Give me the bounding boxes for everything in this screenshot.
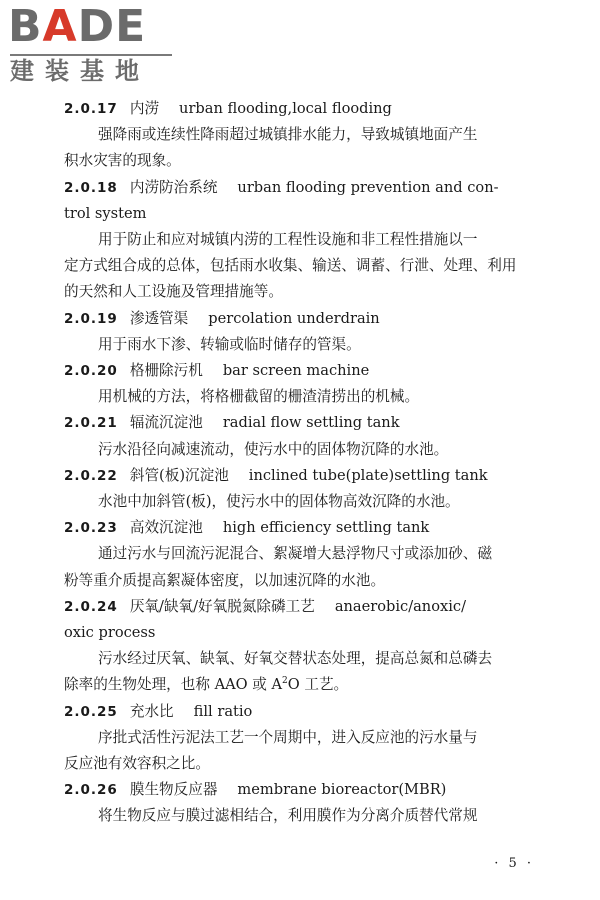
logo-letters-de: DE [77, 1, 147, 52]
entry-cn-term: 充水比 [129, 702, 174, 720]
entry-number: 2.0.17 [64, 101, 118, 117]
entry-cn-term: 格栅除污机 [129, 362, 203, 380]
entry-heading [64, 306, 548, 332]
entry-definition: 积水灾害的现象。 [64, 152, 181, 170]
entry-definition: 定方式组合成的总体，包括雨水收集、输送、调蓄、行泄、处理、利用 [64, 257, 517, 275]
entry-definition: 序批式活性污泥法工艺一个周期中，进入反应池的污水量与 [98, 728, 478, 746]
entry-heading [64, 515, 548, 541]
entry-en-term: urban flooding,local flooding [179, 100, 392, 117]
entry-definition: 通过污水与回流污泥混合、絮凝增大悬浮物尺寸或添加砂、磁 [98, 545, 493, 563]
document-body [64, 96, 548, 830]
entry-en-term: high efficiency settling tank [222, 519, 430, 537]
entry-heading [64, 175, 548, 201]
entry-en-term: percolation underdrain [208, 309, 380, 327]
entry-definition: 用机械的方法，将格栅截留的栅渣清捞出的机械。 [98, 388, 420, 406]
entry-definition: 污水经过厌氧、缺氧、好氧交替状态处理，提高总氮和总磷去 [98, 650, 493, 668]
entry-cn-term: 膜生物反应器 [129, 781, 218, 799]
entry-heading [64, 463, 548, 489]
definition-text: 除率的生物处理，也称 AAO 或 A [64, 676, 283, 694]
entry-en-term: inclined tube(plate)settling tank [248, 466, 488, 484]
entry-definition: 将生物反应与膜过滤相结合，利用膜作为分离介质替代常规 [98, 807, 478, 825]
logo-letter-b: B [8, 1, 43, 52]
entry-cn-term: 高效沉淀池 [129, 519, 203, 537]
entry-cn-term: 辐流沉淀池 [129, 414, 203, 432]
page-number: · 5 · [494, 856, 534, 871]
logo-latin-text [8, 1, 147, 52]
entry-number: 2.0.26 [64, 782, 118, 799]
entry-en-term-continued: oxic process [64, 624, 156, 642]
entry-definition: 水池中加斜管(板)，使污水中的固体物高效沉降的水池。 [98, 493, 460, 511]
entry-definition: 用于防止和应对城镇内涝的工程性设施和非工程性措施以一 [98, 231, 478, 249]
entry-definition: 用于雨水下渗、转输或临时储存的管渠。 [98, 335, 361, 353]
entry-definition: 粉等重介质提高絮凝体密度，以加速沉降的水池。 [64, 571, 386, 589]
entry-heading [64, 699, 548, 725]
entry-cn-term: 厌氧/缺氧/好氧脱氮除磷工艺 [129, 597, 315, 615]
entry-number: 2.0.20 [64, 363, 118, 380]
entry-cn-term: 斜管(板)沉淀池 [129, 466, 229, 484]
entry-definition: 的天然和人工设施及管理措施等。 [64, 283, 283, 301]
definition-text: O 工艺。 [287, 676, 349, 694]
entry-definition: 强降雨或连续性降雨超过城镇排水能力，导致城镇地面产生 [98, 126, 478, 144]
entry-number: 2.0.22 [64, 467, 118, 484]
entry-definition [64, 672, 548, 698]
entry-heading [64, 594, 548, 620]
logo-chinese-text: 建装基地 [10, 57, 150, 85]
entry-number: 2.0.21 [64, 415, 118, 432]
entry-number: 2.0.25 [64, 703, 118, 720]
entry-heading [64, 358, 548, 384]
superscript: 2 [282, 676, 288, 687]
entry-heading [64, 96, 548, 122]
entry-number: 2.0.23 [64, 520, 118, 537]
entry-en-term-continued: trol system [64, 204, 147, 222]
logo-letter-a: A [42, 1, 78, 52]
entry-en-term: membrane bioreactor(MBR) [237, 781, 447, 799]
logo-divider [10, 54, 172, 56]
bade-logo [8, 1, 178, 85]
entry-cn-term: 渗透管渠 [129, 309, 189, 327]
entry-heading [64, 777, 548, 803]
entry-en-term: urban flooding prevention and con- [237, 178, 499, 196]
entry-en-term: fill ratio [193, 702, 253, 720]
entry-heading [64, 410, 548, 436]
entry-number: 2.0.18 [64, 179, 118, 196]
entry-cn-term: 内涝防治系统 [129, 178, 218, 196]
entry-en-term: bar screen machine [222, 362, 370, 380]
entry-number: 2.0.24 [64, 598, 118, 615]
entry-definition: 反应池有效容积之比。 [64, 755, 210, 773]
entry-en-term: anaerobic/anoxic/ [334, 597, 466, 615]
entry-cn-term: 内涝 [129, 100, 160, 117]
entry-definition: 污水沿径向减速流动，使污水中的固体物沉降的水池。 [98, 440, 449, 458]
entry-number: 2.0.19 [64, 310, 118, 327]
entry-en-term: radial flow settling tank [222, 414, 400, 432]
